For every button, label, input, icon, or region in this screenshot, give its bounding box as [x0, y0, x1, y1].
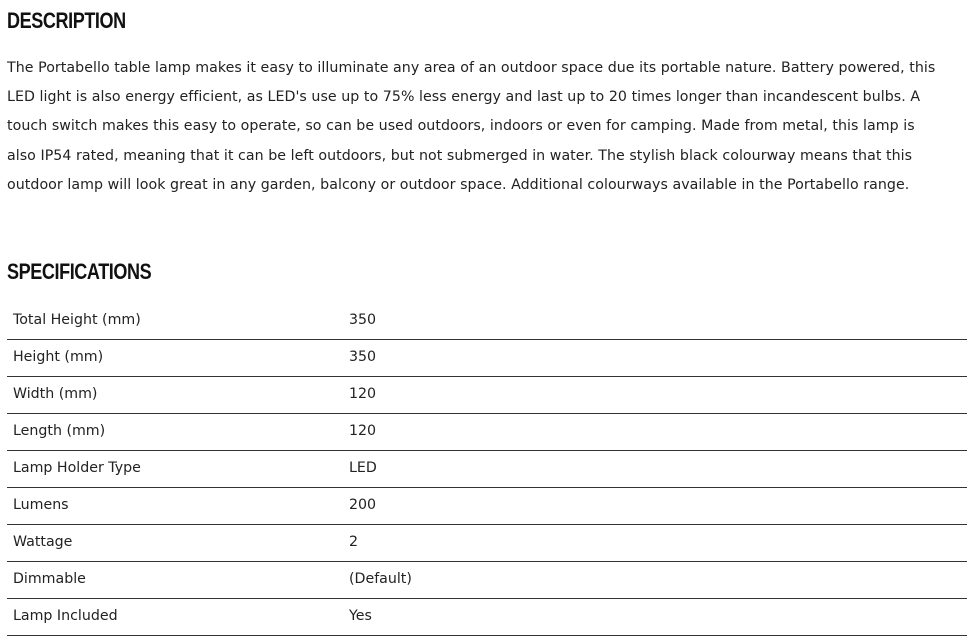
description-line: outdoor lamp will look great in any garden, balcony or outdoor space. Additional colourways available in the Portabello range. [7, 176, 910, 193]
spec-label: Wattage [13, 534, 73, 550]
spec-row-height [7, 340, 967, 377]
spec-label: Lumens [13, 497, 69, 513]
description-line: touch switch makes this easy to operate, so can be used outdoors, indoors or even for camping. Made from metal, this lamp is [7, 118, 915, 135]
spec-value: 120 [349, 423, 377, 439]
spec-value: 2 [349, 534, 359, 550]
spec-label: Lamp Holder Type [13, 460, 141, 476]
spec-label: Width (mm) [13, 386, 98, 402]
description-text [7, 54, 969, 200]
description-heading: DESCRIPTION [7, 8, 126, 33]
specifications-heading: SPECIFICATIONS [7, 259, 152, 284]
spec-label: Lamp Included [13, 608, 118, 624]
spec-value: 350 [349, 312, 377, 328]
spec-row-wattage [7, 525, 967, 562]
spec-label: Length (mm) [13, 423, 106, 439]
spec-value: 200 [349, 497, 377, 513]
spec-row-lamp-included [7, 599, 967, 636]
spec-label: Total Height (mm) [13, 312, 141, 328]
description-line: also IP54 rated, meaning that it can be left outdoors, but not submerged in water. The stylish black colourway means that this [7, 147, 913, 164]
spec-value: (Default) [349, 571, 412, 587]
spec-row-total-height [7, 303, 967, 340]
spec-value: 120 [349, 386, 377, 402]
spec-value: LED [349, 460, 377, 476]
description-line: LED light is also energy efficient, as LED's use up to 75% less energy and last up to 20 times longer than incandescent bulbs. A [7, 89, 921, 106]
description-line: The Portabello table lamp makes it easy to illuminate any area of an outdoor space due its portable nature. Battery powered, this [7, 60, 936, 76]
spec-label: Dimmable [13, 571, 86, 587]
spec-row-length [7, 414, 967, 451]
spec-value: Yes [349, 608, 372, 624]
specifications-table [7, 303, 967, 636]
spec-row-lamp-holder-type [7, 451, 967, 488]
spec-row-lumens [7, 488, 967, 525]
spec-row-width [7, 377, 967, 414]
spec-value: 350 [349, 349, 377, 365]
spec-label: Height (mm) [13, 349, 104, 365]
spec-row-dimmable [7, 562, 967, 599]
